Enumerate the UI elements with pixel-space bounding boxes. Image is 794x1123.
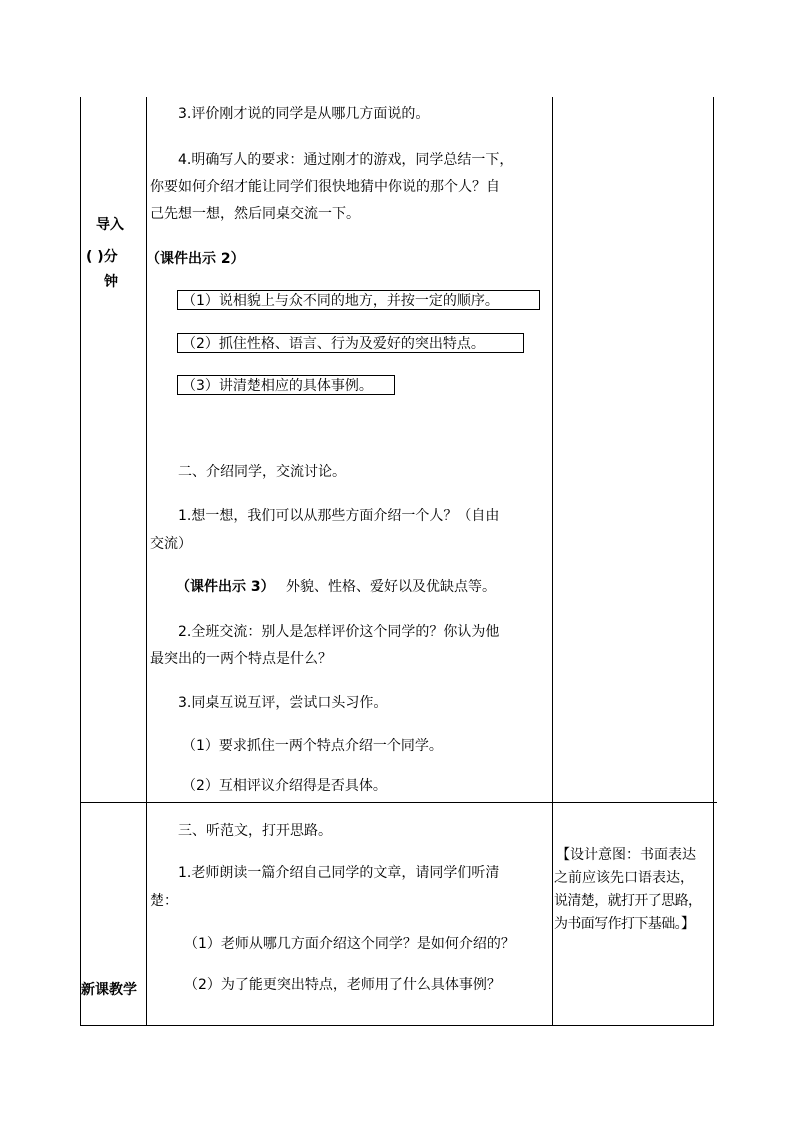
design-intent-line-3: 说清楚，就打开了思路， xyxy=(554,893,702,909)
table-right-border xyxy=(713,97,714,1026)
section-3-sub-2: （2）为了能更突出特点，老师用了什么具体事例？ xyxy=(184,977,501,993)
section-2-sub-1: （1）要求抓住一两个特点介绍一个同学。 xyxy=(182,738,443,754)
section-2-item-1-line-1: 1.想一想，我们可以从那些方面介绍一个人？（自由 xyxy=(178,508,500,524)
intro-minutes-blank: ( )分 xyxy=(86,249,118,265)
courseware-2-label: （课件出示 2） xyxy=(146,251,245,267)
courseware-3-label: （课件出示 3） xyxy=(176,579,275,595)
design-intent-line-1: 【设计意图：书面表达 xyxy=(556,847,696,863)
intro-item-4-line-3: 己先想一想，然后同桌交流一下。 xyxy=(150,206,360,222)
section-3-title: 三、听范文，打开思路。 xyxy=(178,823,332,839)
section-2-item-3: 3.同桌互说互评，尝试口头习作。 xyxy=(178,695,388,711)
section-2-sub-2: （2）互相评议介绍得是否具体。 xyxy=(182,778,387,794)
table-col-divider-1 xyxy=(146,97,147,1026)
courseware-3-text: 外貌、性格、爱好以及优缺点等。 xyxy=(286,579,496,595)
requirement-box-1: （1）说相貌上与众不同的地方，并按一定的顺序。 xyxy=(177,290,540,310)
section-2-item-2-line-1: 2.全班交流：别人是怎样评价这个同学的？你认为他 xyxy=(178,624,500,640)
design-intent-line-2: 之前应该先口语表达， xyxy=(554,870,694,886)
section-3-sub-1: （1）老师从哪几方面介绍这个同学？是如何介绍的？ xyxy=(184,936,515,952)
requirement-box-3: （3）讲清楚相应的具体事例。 xyxy=(177,375,395,395)
intro-minutes-unit: 钟 xyxy=(104,274,118,290)
design-intent-line-4: 为书面写作打下基础。】 xyxy=(554,916,695,932)
section-3-item-1-line-1: 1.老师朗读一篇介绍自己同学的文章，请同学们听清 xyxy=(178,865,500,881)
new-lesson-label: 新课教学 xyxy=(81,982,137,998)
table-bottom-border xyxy=(80,1025,714,1026)
table-left-border xyxy=(80,97,81,1026)
intro-item-4-line-2: 你要如何介绍才能让同学们很快地猜中你说的那个人？自 xyxy=(150,179,500,195)
section-2-item-2-line-2: 最突出的一两个特点是什么？ xyxy=(150,651,332,667)
intro-item-3: 3.评价刚才说的同学是从哪几方面说的。 xyxy=(178,106,430,122)
section-2-item-1-line-2: 交流） xyxy=(150,536,192,552)
table-col-divider-2 xyxy=(552,97,553,1026)
intro-label: 导入 xyxy=(96,217,124,233)
section-3-item-1-line-2: 楚： xyxy=(150,893,178,909)
requirement-box-2: （2）抓住性格、语言、行为及爱好的突出特点。 xyxy=(177,333,524,353)
intro-item-4-line-1: 4.明确写人的要求：通过刚才的游戏，同学总结一下， xyxy=(178,152,514,168)
table-row-divider xyxy=(80,802,717,803)
section-2-title: 二、介绍同学，交流讨论。 xyxy=(178,464,346,480)
